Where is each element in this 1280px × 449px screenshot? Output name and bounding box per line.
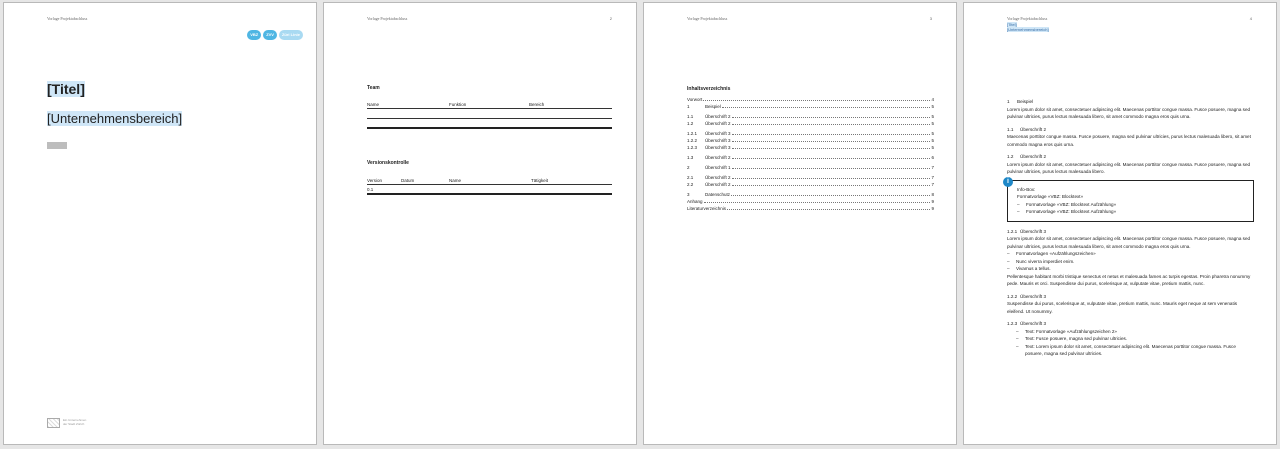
- toc-leader: [732, 141, 931, 142]
- list-item: – Formatvorlage «VBZ: Blocktext Aufzählung»: [1017, 201, 1244, 209]
- placeholder-field[interactable]: [47, 142, 67, 149]
- toc-label: Überschrift 3: [705, 138, 731, 143]
- table-header-cell: Datum: [401, 178, 415, 183]
- toc-leader: [732, 168, 931, 169]
- toc-page: 4: [931, 97, 934, 102]
- toc-leader: [722, 107, 931, 108]
- list-item: – Text: Lorem ipsum dolor sit amet, consectetuer adipiscing elit. Maecenas porttitor congue massa. Fusce posuere, magna sed pulvinar ultricies.: [1007, 343, 1254, 358]
- toc-label: Vorwort: [687, 97, 703, 102]
- toc-number: 1.2: [687, 121, 694, 126]
- toc-label: Überschrift 3: [705, 145, 731, 150]
- business-unit-field[interactable]: [Unternehmensbereich]: [47, 111, 183, 126]
- toc-page: 5: [931, 145, 934, 150]
- heading-2: 1.2 Überschrift 2: [1007, 154, 1047, 159]
- page-number: 4: [1249, 16, 1252, 21]
- table-header-cell: Tätigkeit: [531, 178, 549, 183]
- toc-number: 1.2.3: [687, 145, 698, 150]
- table-of-contents: [687, 95, 934, 211]
- toc-entry[interactable]: [687, 129, 934, 136]
- toc-label: Anhang: [687, 199, 703, 204]
- table-row[interactable]: [367, 185, 612, 195]
- page-2: [323, 2, 637, 445]
- document-title[interactable]: [Titel]: [47, 81, 85, 97]
- page-number: 3: [929, 16, 932, 21]
- toc-page: 5: [931, 114, 934, 119]
- heading-3: 1.2.1 Überschrift 3: [1007, 228, 1047, 234]
- toc-entry[interactable]: [687, 173, 934, 180]
- toc-page: 6: [931, 155, 934, 160]
- toc-page: 5: [931, 131, 934, 136]
- toc-page: 7: [931, 175, 934, 180]
- toc-leader: [704, 202, 931, 203]
- toc-leader: [732, 117, 931, 118]
- paragraph: Pellentesque habitant morbi tristique senectus et netus et malesuada fames ac turpis egestas. Proin pharetra nonummy pede. Mauris et orci. Suspendisse dui purus, scelerisque at, vulputate vitae, pretium mattis, nunc.: [1007, 273, 1251, 286]
- table-header-cell: Name: [367, 102, 380, 107]
- logo-line: der Stadt Zürich: [63, 422, 85, 426]
- version-table: [367, 177, 612, 195]
- list-item: – Formatvorlage «VBZ: Blocktext Aufzählung»: [1017, 208, 1244, 216]
- table-row[interactable]: [367, 109, 612, 119]
- paragraph: Suspendisse dui purus, scelerisque at, vulputate vitae, pretium mattis, nunc. Mauris eget neque at sem venenatis eleifend. Ut nonummy.: [1007, 301, 1238, 314]
- toc-entry[interactable]: [687, 204, 934, 211]
- toc-label: Datenschutz: [705, 192, 731, 197]
- toc-entry[interactable]: [687, 102, 934, 109]
- toc-entry[interactable]: [687, 112, 934, 119]
- toc-leader: [703, 100, 930, 101]
- toc-label: Überschrift 2: [705, 155, 731, 160]
- toc-number: 1.2.1: [687, 131, 698, 136]
- toc-entry[interactable]: [687, 190, 934, 197]
- info-icon: i: [1003, 177, 1013, 187]
- info-title: Info-Box:: [1017, 186, 1036, 192]
- running-header: Vorlage Projektabschluss: [367, 16, 408, 21]
- toc-leader: [732, 185, 931, 186]
- paragraph: Lorem ipsum dolor sit amet, consectetuer adipiscing elit. Maecenas porttitor congue massa. Fusce posuere, magna sed pulvinar ultricies, purus lectus malesuada libero, sit amet commodo magna eros quis urna.: [1007, 236, 1251, 249]
- toc-page: 7: [931, 165, 934, 170]
- table-row[interactable]: [367, 119, 612, 129]
- team-table: [367, 101, 612, 129]
- toc-entry[interactable]: [687, 119, 934, 126]
- toc-label: Überschrift 2: [705, 175, 731, 180]
- toc-page: 5: [931, 121, 934, 126]
- page-number: 2: [609, 16, 612, 21]
- page-body: [1007, 93, 1254, 358]
- list-item: – Text: Fusce posuere, magna sed pulvinar ultricies.: [1007, 335, 1254, 343]
- toc-number: 1.1: [687, 114, 694, 119]
- table-header-cell: Name: [449, 178, 462, 183]
- toc-page: 9: [931, 206, 934, 211]
- toc-number: 3: [687, 192, 690, 197]
- page-1: [3, 2, 317, 445]
- toc-entry[interactable]: [687, 143, 934, 150]
- toc-leader: [732, 148, 931, 149]
- table-header-cell: Funktion: [449, 102, 467, 107]
- brand-badge: Züri Linie: [279, 30, 303, 40]
- toc-leader: [732, 178, 931, 179]
- paragraph: Lorem ipsum dolor sit amet, consectetuer adipiscing elit. Maecenas porttitor congue massa. Fusce posuere, magna sed pulvinar ultricies, purus lectus malesuada libero, sit amet commodo magna eros quis urna.: [1007, 106, 1251, 119]
- toc-entry[interactable]: [687, 197, 934, 204]
- toc-number: 1: [687, 104, 690, 109]
- toc-label: Beispiel: [705, 104, 721, 109]
- table-header-cell: Version: [367, 178, 383, 183]
- team-heading: Team: [367, 85, 380, 91]
- toc-entry[interactable]: [687, 95, 934, 102]
- toc-number: 1.2.2: [687, 138, 698, 143]
- toc-title: Inhaltsverzeichnis: [687, 86, 731, 92]
- toc-page: 5: [931, 104, 934, 109]
- header-unit-field[interactable]: [Unternehmensbereich]: [1007, 27, 1049, 32]
- paragraph: Maecenas porttitor congue massa. Fusce posuere, magna sed pulvinar ultricies, purus lectus malesuada libero, sit amet commodo magna eros quis urna.: [1007, 134, 1251, 147]
- page-4: [963, 2, 1277, 445]
- toc-leader: [732, 124, 931, 125]
- list-item: – Nunc viverra imperdiet enim.: [1007, 258, 1254, 266]
- toc-label: Überschrift 2: [705, 182, 731, 187]
- footer-logo: [47, 418, 86, 428]
- toc-leader: [727, 209, 930, 210]
- info-box: [1007, 177, 1254, 222]
- toc-number: 2.2: [687, 182, 694, 187]
- toc-label: Literaturverzeichnis: [687, 206, 727, 211]
- heading-3: 1.2.2 Überschrift 3: [1007, 293, 1047, 299]
- brand-badges: [247, 30, 303, 40]
- toc-number: 2.1: [687, 175, 694, 180]
- heading-2: 1.1 Überschrift 2: [1007, 126, 1047, 132]
- toc-label: Überschrift 2: [705, 114, 731, 119]
- info-line: Formatvorlage «VBZ: Blocktext»: [1017, 194, 1084, 199]
- list-item: – Formatvorlagen «Aufzählungszeichen»: [1007, 250, 1254, 258]
- toc-number: 2: [687, 165, 690, 170]
- running-header: Vorlage Projektabschluss: [47, 16, 88, 21]
- list-item: – Vivamus a tellus.: [1007, 265, 1254, 273]
- toc-entry[interactable]: [687, 163, 934, 170]
- toc-leader: [732, 134, 931, 135]
- toc-page: 5: [931, 138, 934, 143]
- toc-page: 8: [931, 192, 934, 197]
- page-3: [643, 2, 957, 445]
- heading-1: 1 Beispiel: [1007, 99, 1034, 104]
- version-heading: Versionskontrolle: [367, 160, 409, 166]
- list-item: – Text: Formatvorlage «Aufzählungszeichen 2»: [1007, 328, 1254, 336]
- toc-page: 7: [931, 182, 934, 187]
- brand-badge: VBZ: [247, 30, 261, 40]
- table-header-row: [367, 101, 612, 109]
- header-title-field[interactable]: [Titel]: [1007, 22, 1017, 27]
- toc-entry[interactable]: [687, 136, 934, 143]
- toc-leader: [732, 158, 931, 159]
- toc-label: Überschrift 3: [705, 131, 731, 136]
- heading-3: 1.2.3 Überschrift 3: [1007, 321, 1047, 326]
- table-header-row: [367, 177, 612, 185]
- toc-number: 1.3: [687, 155, 694, 160]
- toc-label: Überschrift 2: [705, 121, 731, 126]
- toc-leader: [731, 195, 930, 196]
- brand-badge: ZVV: [263, 30, 277, 40]
- table-header-cell: Bereich: [529, 102, 545, 107]
- toc-page: 9: [931, 199, 934, 204]
- toc-entry[interactable]: [687, 180, 934, 187]
- table-cell: 0.1: [367, 187, 374, 192]
- running-header: Vorlage Projektabschluss: [687, 16, 728, 21]
- toc-label: Überschrift 1: [705, 165, 731, 170]
- paragraph: Lorem ipsum dolor sit amet, consectetuer adipiscing elit. Maecenas porttitor congue massa. Fusce posuere, magna sed pulvinar ultricies, purus lectus malesuada libero.: [1007, 161, 1251, 174]
- city-logo-icon: [47, 418, 60, 428]
- logo-line: Ein Unternehmen: [63, 418, 87, 422]
- toc-entry[interactable]: [687, 153, 934, 160]
- running-header: Vorlage Projektabschluss: [1007, 16, 1048, 21]
